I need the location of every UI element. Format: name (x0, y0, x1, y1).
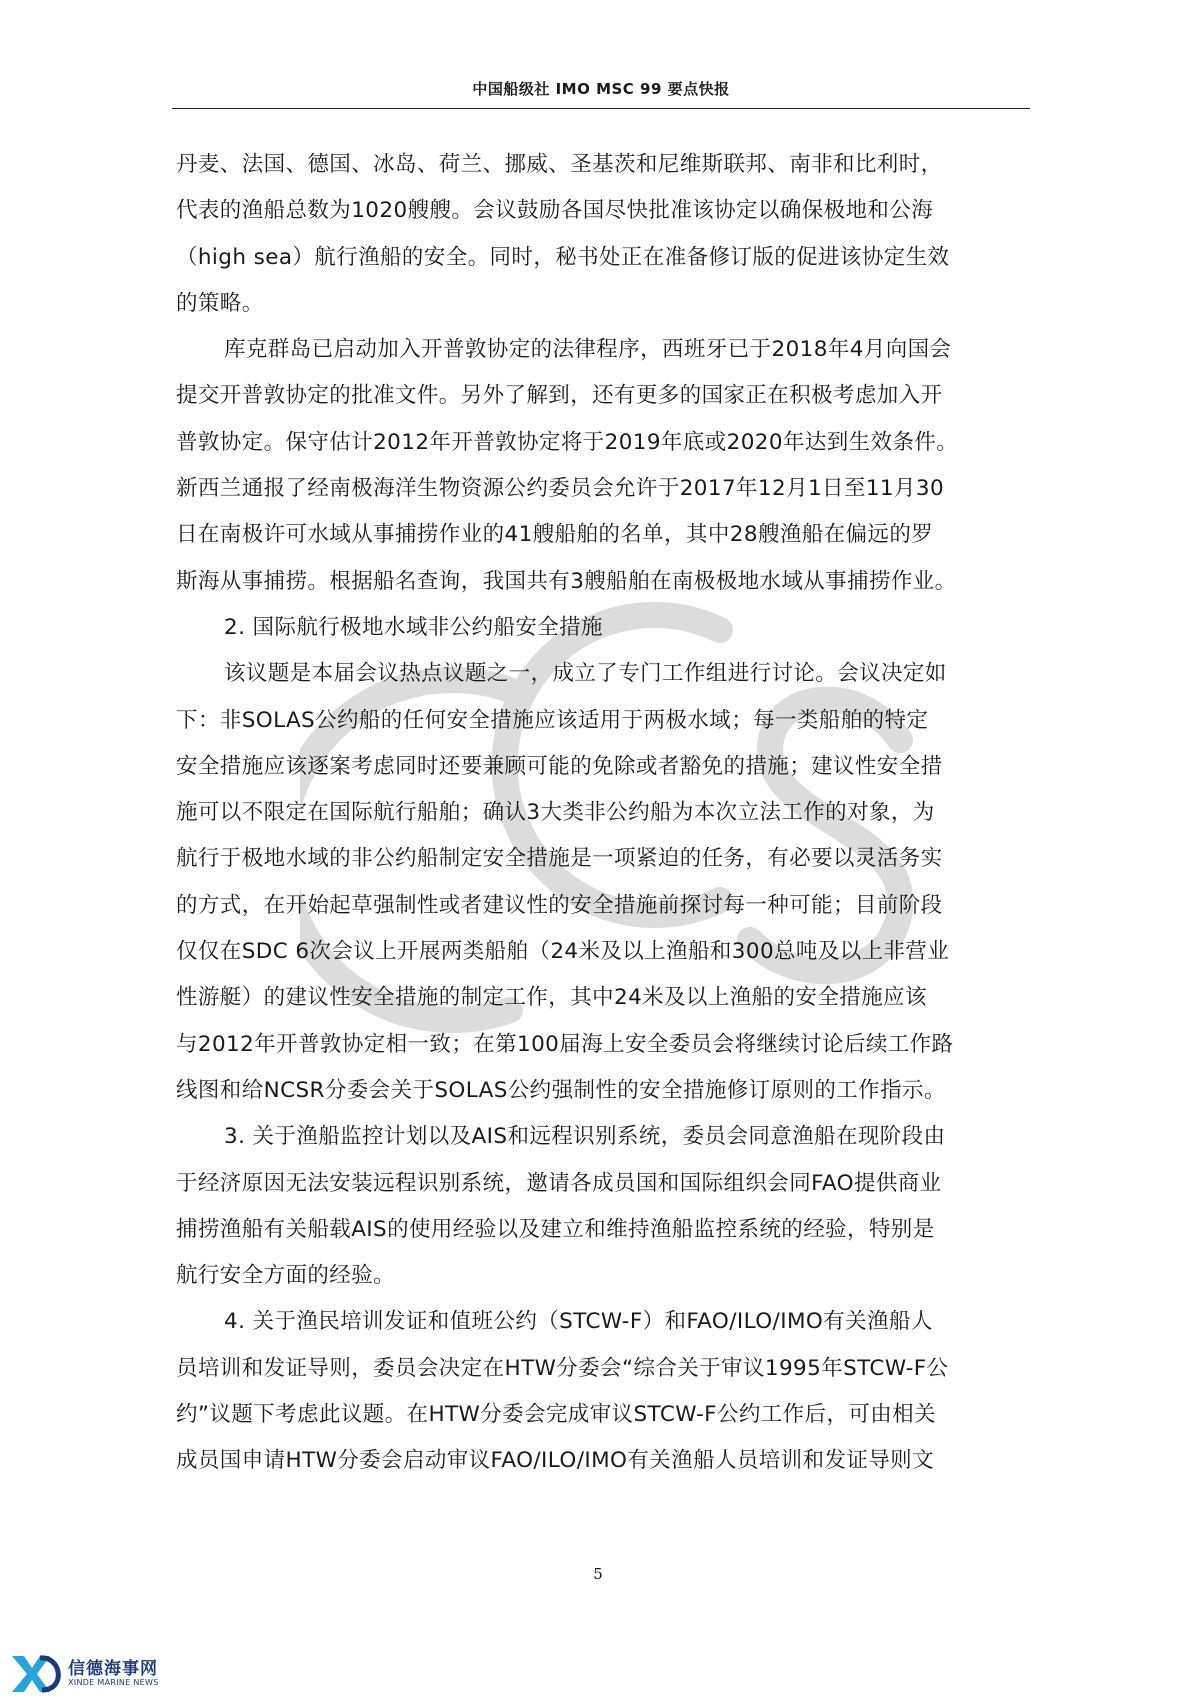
body-line: 提交开普敦协定的批准文件。另外了解到，还有更多的国家正在积极考虑加入开 (176, 383, 943, 409)
body-line: 日在南极许可水域从事捕捞作业的41艘船舶的名单，其中28艘渔船在偏远的罗 (176, 522, 934, 548)
body-line: 普敦协定。保守估计2012年开普敦协定将于2019年底或2020年达到生效条件。 (176, 429, 959, 455)
body-line: 3. 关于渔船监控计划以及AIS和远程识别系统，委员会同意渔船在现阶段由 (224, 1124, 946, 1150)
header-title: 中国船级社 IMO MSC 99 要点快报 (472, 80, 730, 98)
page-number: 5 (593, 1565, 603, 1583)
body-line: 约”议题下考虑此议题。在HTW分委会完成审议STCW-F公约工作后，可由相关 (176, 1402, 936, 1428)
body-line: 性游艇）的建议性安全措施的制定工作，其中24米及以上渔船的安全措施应该 (176, 985, 927, 1011)
document-body (176, 142, 1036, 1485)
body-line: 2. 国际航行极地水域非公约船安全措施 (224, 614, 603, 640)
body-line: 该议题是本届会议热点议题之一，成立了专门工作组进行讨论。会议决定如 (224, 661, 947, 687)
body-line: 代表的渔船总数为1020艘艘。会议鼓励各国尽快批准该协定以确保极地和公海 (176, 198, 934, 224)
body-line: 于经济原因无法安装远程识别系统，邀请各成员国和国际组织会同FAO提供商业 (176, 1170, 942, 1196)
body-line: （high sea）航行渔船的安全。同时，秘书处正在准备修订版的促进该协定生效 (176, 244, 950, 270)
logo-en-text: XINDE MARINE NEWS (68, 1678, 159, 1687)
xd-logo-icon (10, 1650, 64, 1694)
body-line: 线图和给NCSR分委会关于SOLAS公约强制性的安全措施修订原则的工作指示。 (176, 1077, 946, 1103)
body-line: 斯海从事捕捞。根据船名查询，我国共有3艘船舶在南极极地水域从事捕捞作业。 (176, 568, 957, 594)
logo-cn-text: 信德海事网 (68, 1659, 158, 1679)
body-line: 捕捞渔船有关船载AIS的使用经验以及建立和维持渔船监控系统的经验，特别是 (176, 1216, 935, 1242)
page-header (172, 78, 1030, 109)
body-line: 库克群岛已启动加入开普敦协定的法律程序，西班牙已于2018年4月向国会 (224, 337, 952, 363)
body-line: 员培训和发证导则，委员会决定在HTW分委会“综合关于审议1995年STCW-F公 (176, 1355, 949, 1381)
body-line: 丹麦、法国、德国、冰岛、荷兰、挪威、圣基茨和尼维斯联邦、南非和比利时， (176, 152, 943, 177)
body-line: 成员国申请HTW分委会启动审议FAO/ILO/IMO有关渔船人员培训和发证导则文 (176, 1448, 934, 1474)
body-line: 下：非SOLAS公约船的任何安全措施应该适用于两极水域；每一类船舶的特定 (176, 707, 929, 733)
body-line: 施可以不限定在国际航行船舶；确认3大类非公约船为本次立法工作的对象，为 (176, 800, 935, 826)
body-line: 的策略。 (176, 290, 264, 316)
xinde-marine-news-logo (10, 1650, 180, 1694)
body-line: 航行安全方面的经验。 (176, 1263, 396, 1289)
body-line: 与2012年开普敦协定相一致；在第100届海上安全委员会将继续讨论后续工作路 (176, 1031, 954, 1057)
body-line: 4. 关于渔民培训发证和值班公约（STCW-F）和FAO/ILO/IMO有关渔船人 (224, 1309, 933, 1335)
body-line: 航行于极地水域的非公约船制定安全措施是一项紧迫的任务，有必要以灵活务实 (176, 846, 943, 872)
body-line: 新西兰通报了经南极海洋生物资源公约委员会允许于2017年12月1日至11月30 (176, 476, 945, 502)
body-line: 仅仅在SDC 6次会议上开展两类船舶（24米及以上渔船和300总吨及以上非营业 (176, 939, 950, 965)
body-line: 安全措施应该逐案考虑同时还要兼顾可能的免除或者豁免的措施；建议性安全措 (176, 753, 943, 779)
body-line: 的方式，在开始起草强制性或者建议性的安全措施前探讨每一种可能；目前阶段 (176, 892, 943, 918)
